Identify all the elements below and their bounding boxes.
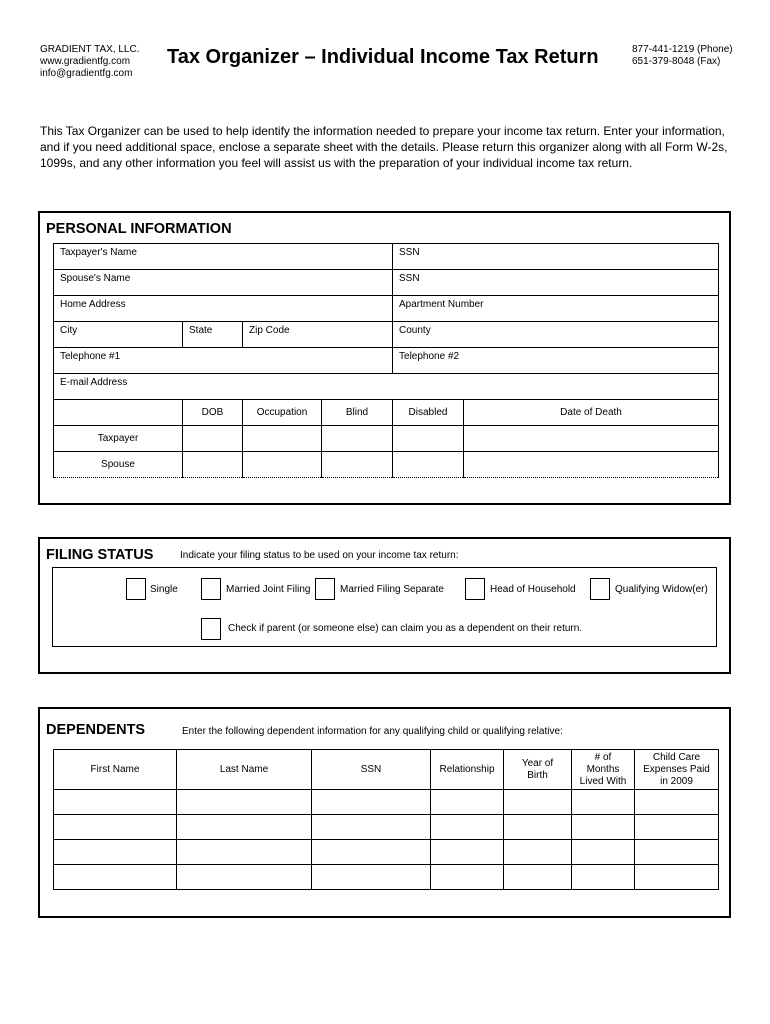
spouse-date-of-death-cell[interactable] — [464, 452, 719, 478]
page-title: Tax Organizer – Individual Income Tax Return — [167, 46, 599, 68]
spouse-detail-row — [54, 452, 719, 478]
county-field[interactable]: County — [393, 322, 719, 348]
col-disabled: Disabled — [393, 400, 464, 426]
personal-section-title: PERSONAL INFORMATION — [46, 221, 232, 237]
personal-info-table — [53, 243, 719, 478]
dependent-claim-label: Check if parent (or someone else) can claim you as a dependent on their return. — [228, 623, 583, 634]
taxpayer-dob-cell[interactable] — [183, 426, 243, 452]
spouse-name-field[interactable]: Spouse's Name — [54, 270, 393, 296]
row-label-taxpayer: Taxpayer — [54, 426, 183, 452]
company-block — [40, 44, 139, 80]
dependents-section-note: Enter the following dependent information for any qualifying child or qualifying relative: — [182, 726, 563, 737]
company-website: www.gradientfg.com — [40, 56, 131, 67]
col-blind: Blind — [322, 400, 393, 426]
spouse-dob-cell[interactable] — [183, 452, 243, 478]
table-row[interactable] — [54, 790, 719, 815]
personal-information-section — [38, 211, 731, 505]
col-date-of-death: Date of Death — [464, 400, 719, 426]
filing-options-box — [52, 567, 717, 647]
dependents-header-row — [54, 750, 719, 790]
married-joint-label: Married Joint Filing — [226, 584, 311, 595]
head-of-household-label: Head of Household — [490, 584, 576, 595]
col-occupation: Occupation — [243, 400, 322, 426]
taxpayer-name-field[interactable]: Taxpayer's Name — [54, 244, 393, 270]
dep-col-child-care: Child Care Expenses Paid in 2009 — [635, 750, 719, 790]
married-separate-label: Married Filing Separate — [340, 584, 444, 595]
filing-section-note: Indicate your filing status to be used on your income tax return: — [180, 550, 459, 561]
dependent-claim-checkbox[interactable] — [201, 618, 221, 640]
taxpayer-date-of-death-cell[interactable] — [464, 426, 719, 452]
personal-detail-header-row — [54, 400, 719, 426]
dep-col-ssn: SSN — [312, 750, 431, 790]
taxpayer-occupation-cell[interactable] — [243, 426, 322, 452]
dependents-section-title: DEPENDENTS — [46, 722, 146, 738]
dep-col-last-name: Last Name — [177, 750, 312, 790]
taxpayer-ssn-field[interactable]: SSN — [393, 244, 719, 270]
telephone-1-field[interactable]: Telephone #1 — [54, 348, 393, 374]
contact-block — [632, 44, 733, 68]
dependents-section — [38, 707, 731, 918]
company-name: GRADIENT TAX, LLC. — [40, 44, 140, 55]
intro-paragraph: This Tax Organizer can be used to help identify the information needed to prepare your income tax return. Enter your information, and if you need additional space, enclose a separate sheet with the details. Please return this organizer along with all Form W-2s, 1099s, and any other information you feel will assist us with the preparation of your individual income tax return. — [40, 124, 728, 170]
col-dob: DOB — [183, 400, 243, 426]
home-address-field[interactable]: Home Address — [54, 296, 393, 322]
filing-section-title: FILING STATUS — [46, 547, 154, 563]
spouse-occupation-cell[interactable] — [243, 452, 322, 478]
fax-number: 651-379-8048 (Fax) — [632, 56, 721, 67]
row-label-spouse: Spouse — [54, 452, 183, 478]
table-row[interactable] — [54, 865, 719, 890]
qualifying-widow-label: Qualifying Widow(er) — [615, 584, 708, 595]
taxpayer-disabled-cell[interactable] — [393, 426, 464, 452]
table-row[interactable] — [54, 840, 719, 865]
married-separate-checkbox[interactable] — [315, 578, 335, 600]
married-joint-checkbox[interactable] — [201, 578, 221, 600]
apartment-number-field[interactable]: Apartment Number — [393, 296, 719, 322]
spouse-ssn-field[interactable]: SSN — [393, 270, 719, 296]
taxpayer-blind-cell[interactable] — [322, 426, 393, 452]
city-field[interactable]: City — [54, 322, 183, 348]
spouse-blind-cell[interactable] — [322, 452, 393, 478]
table-row[interactable] — [54, 815, 719, 840]
dependents-table — [53, 749, 719, 890]
phone-number: 877-441-1219 (Phone) — [632, 44, 733, 55]
qualifying-widow-checkbox[interactable] — [590, 578, 610, 600]
dep-col-year-of-birth: Year of Birth — [504, 750, 572, 790]
state-field[interactable]: State — [183, 322, 243, 348]
dep-col-relationship: Relationship — [431, 750, 504, 790]
email-address-field[interactable]: E-mail Address — [54, 374, 719, 400]
zip-code-field[interactable]: Zip Code — [243, 322, 393, 348]
telephone-2-field[interactable]: Telephone #2 — [393, 348, 719, 374]
company-email: info@gradientfg.com — [40, 68, 133, 79]
single-label: Single — [150, 584, 178, 595]
spouse-disabled-cell[interactable] — [393, 452, 464, 478]
head-of-household-checkbox[interactable] — [465, 578, 485, 600]
dep-col-first-name: First Name — [54, 750, 177, 790]
single-checkbox[interactable] — [126, 578, 146, 600]
taxpayer-detail-row — [54, 426, 719, 452]
dep-col-months-lived: # of Months Lived With — [572, 750, 635, 790]
